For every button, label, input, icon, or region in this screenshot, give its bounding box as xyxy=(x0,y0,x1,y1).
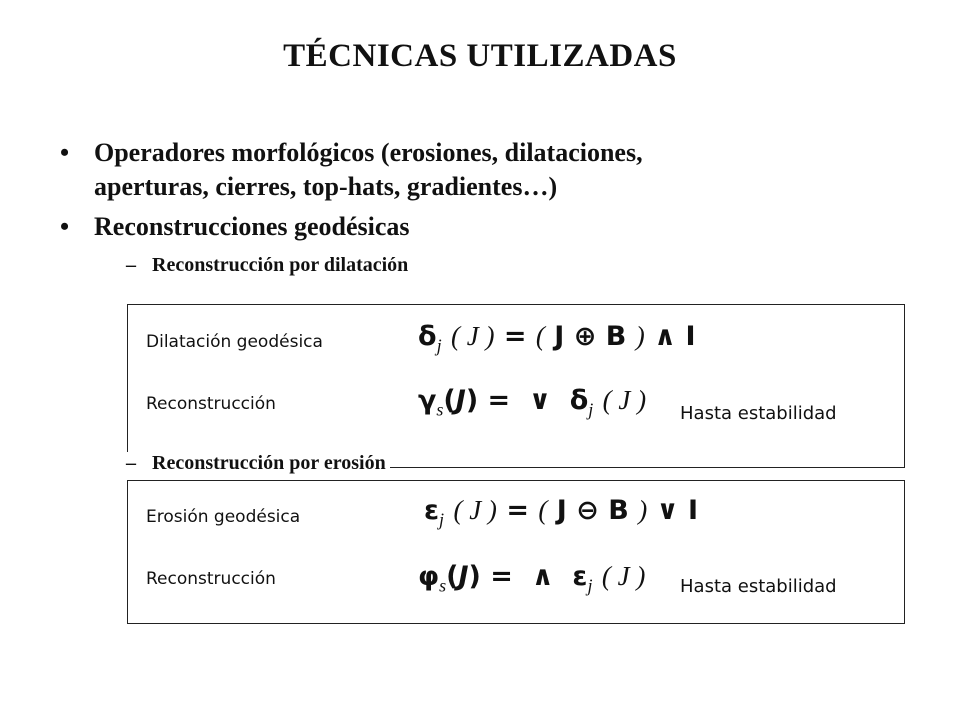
subitem-dash: – xyxy=(126,452,136,474)
geodesic-dilation-formula: $\delta_j$ ( J ) = ( J ⊕ B ) ∧ I xyxy=(418,321,696,356)
bullet-marker: • xyxy=(60,138,70,167)
epsilon-symbol: ε xyxy=(424,495,440,526)
phi-symbol: φ xyxy=(418,561,440,592)
until-stability-note: Hasta estabilidad xyxy=(680,576,837,597)
geodesic-erosion-formula: $\varepsilon_j$ ( J ) = ( J ⊖ B ) ∨ I xyxy=(424,495,698,530)
dilation-formula-box xyxy=(127,304,905,468)
reconstruction-label: Reconstrucción xyxy=(146,394,276,414)
page-title: TÉCNICAS UTILIZADAS xyxy=(283,38,677,74)
gamma-symbol: γ xyxy=(418,385,437,416)
bullet-text-line2: aperturas, cierres, top-hats, gradientes…) xyxy=(94,172,558,201)
subitem-dilation-reconstruction xyxy=(126,254,408,277)
until-stability-note: Hasta estabilidad xyxy=(680,403,837,424)
bullet-marker: • xyxy=(60,212,70,241)
subitem-dash: – xyxy=(126,254,136,276)
subitem-erosion-reconstruction xyxy=(126,452,390,475)
bullet-text-line1: Operadores morfológicos (erosiones, dilataciones, xyxy=(94,138,643,167)
reconstruction-by-dilation-formula: $\gamma_s(J)$ = ∨ $\delta_j$ ( J ) xyxy=(418,385,647,420)
erosion-formula-box xyxy=(127,480,905,624)
reconstruction-label: Reconstrucción xyxy=(146,569,276,589)
geodesic-dilation-label: Dilatación geodésica xyxy=(146,332,323,352)
reconstruction-by-erosion-formula: $\varphi_s(J)$ = ∧ $\varepsilon_j$ ( J ) xyxy=(418,561,646,596)
delta-symbol: δ xyxy=(418,321,437,352)
bullet-text-line1: Reconstrucciones geodésicas xyxy=(94,212,410,241)
geodesic-erosion-label: Erosión geodésica xyxy=(146,507,301,527)
subitem-text: Reconstrucción por erosión xyxy=(152,452,386,474)
subitem-text: Reconstrucción por dilatación xyxy=(152,254,409,276)
